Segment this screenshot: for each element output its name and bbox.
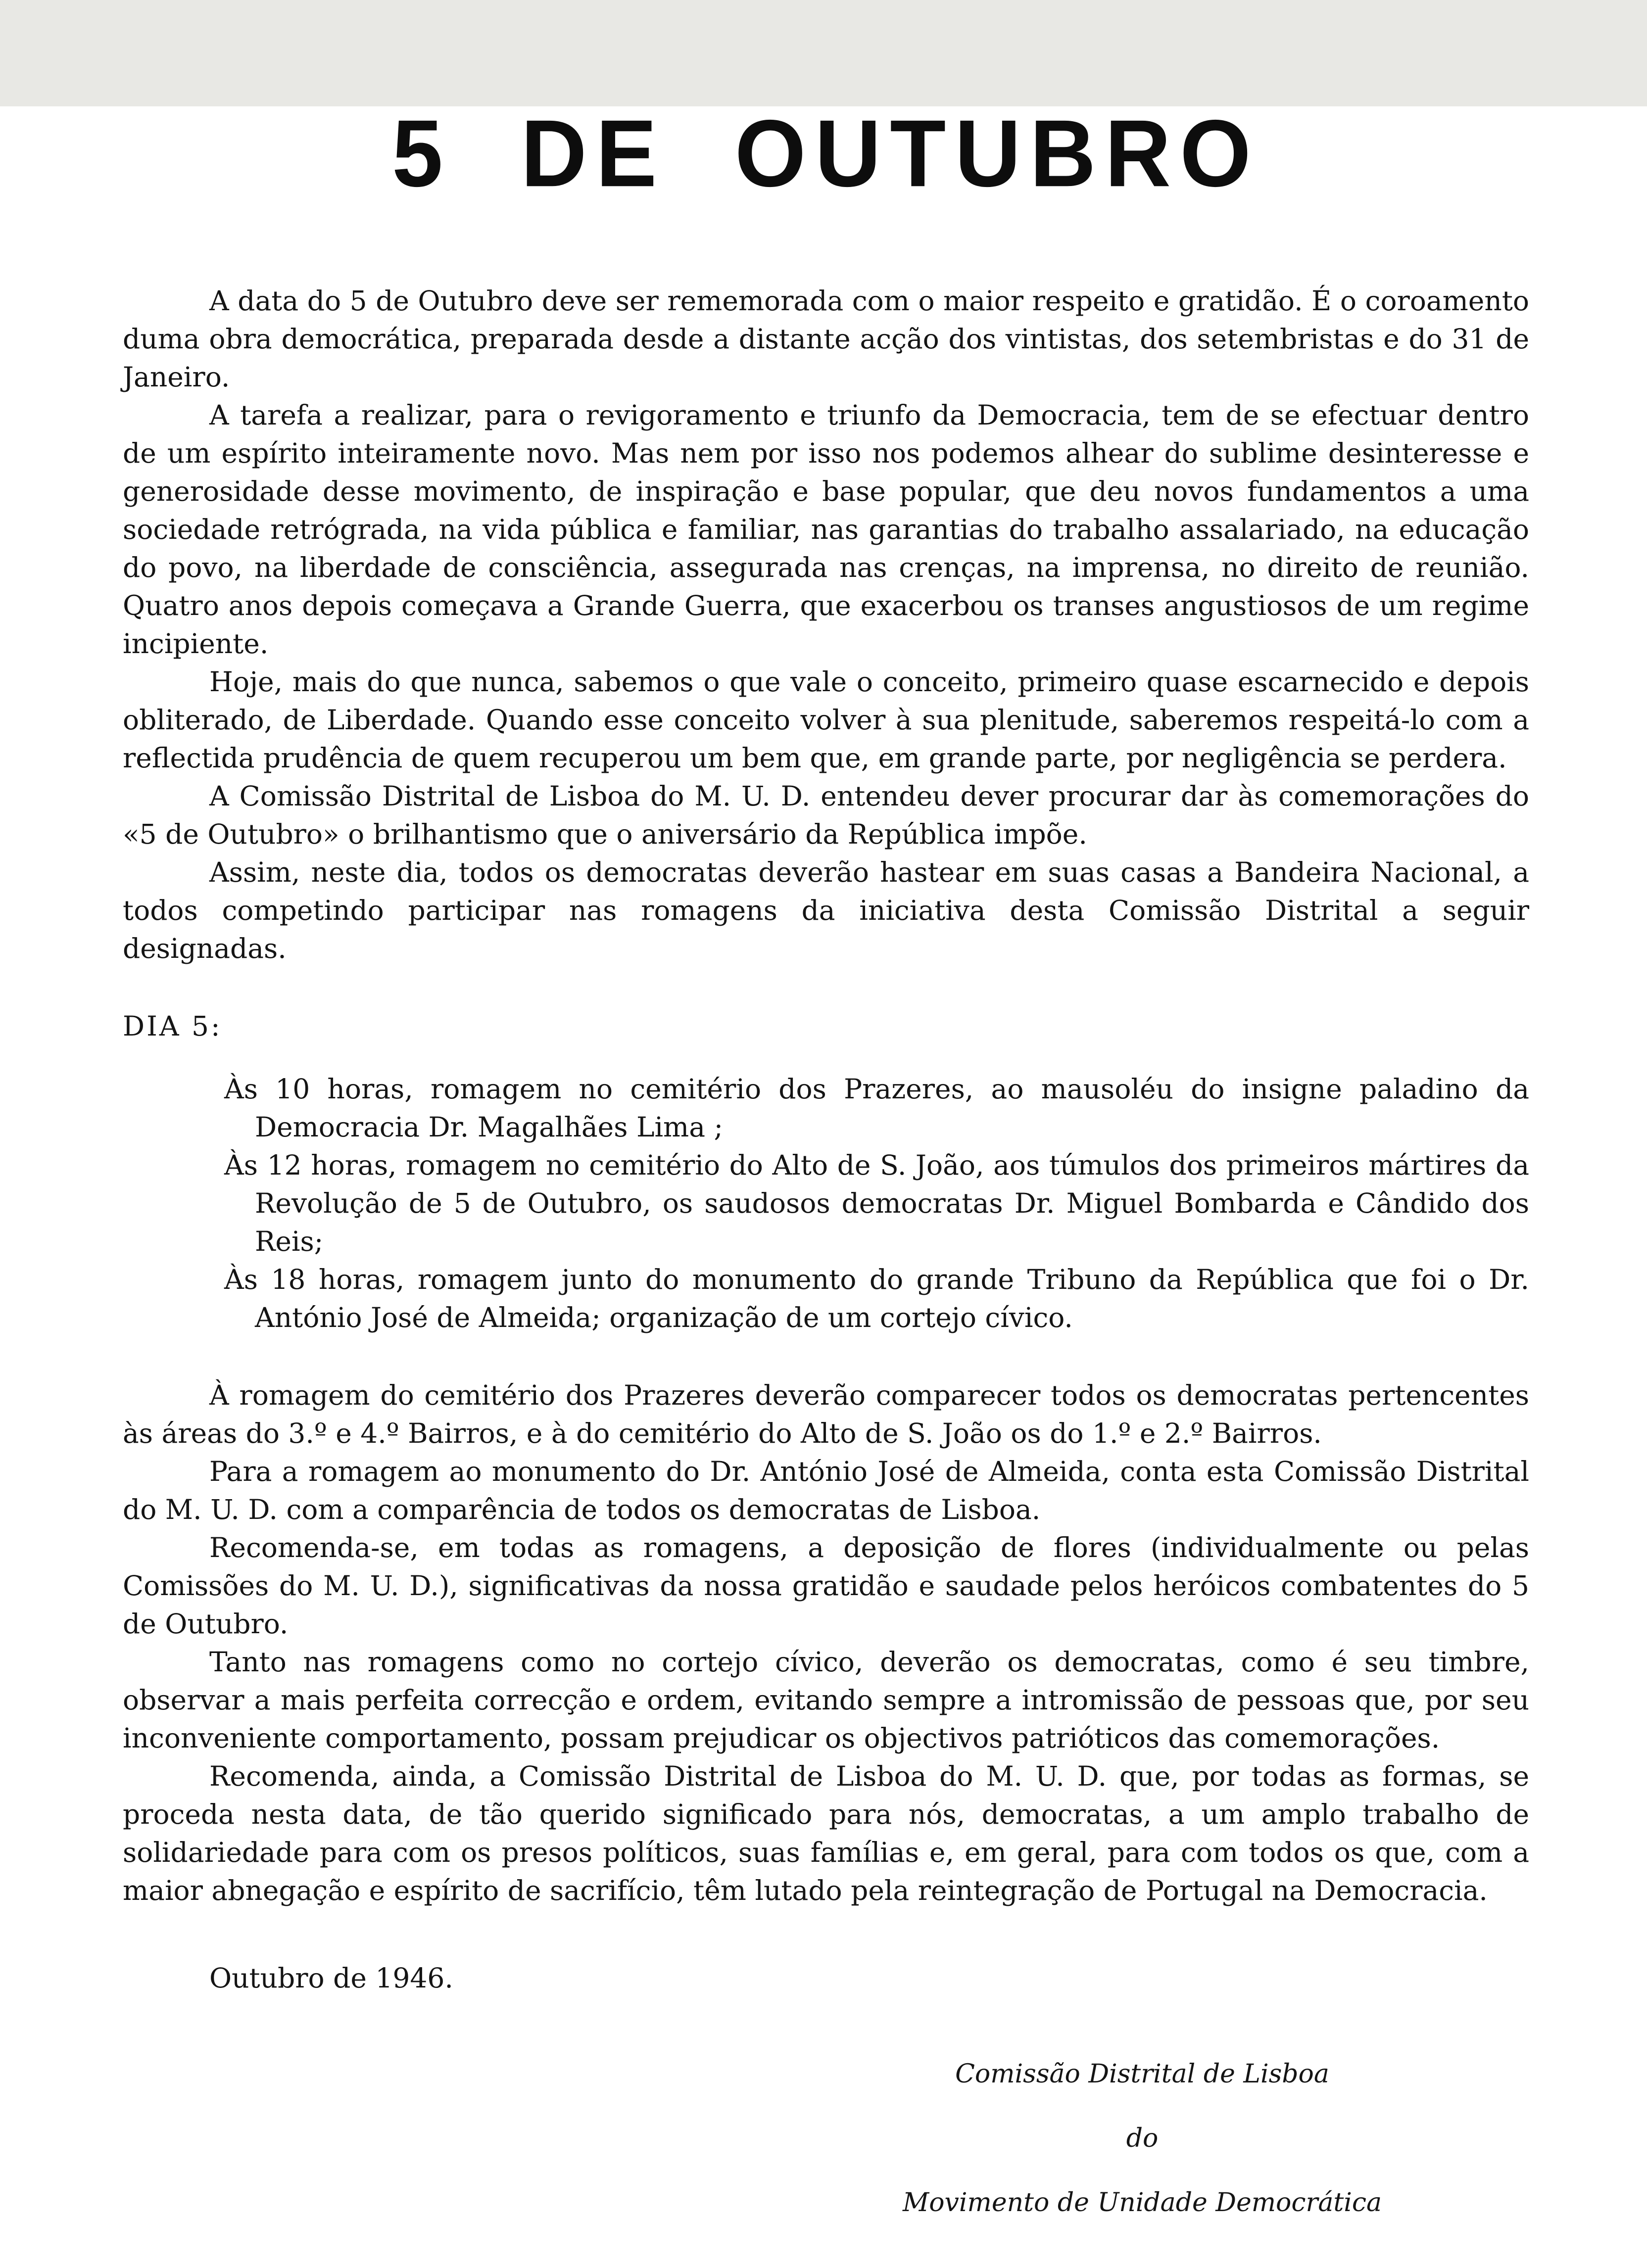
paragraph: Hoje, mais do que nunca, sabemos o que vale o conceito, primeiro quase escarnecido e depois obliterado, de Liberdade. Quando esse conceito volver à sua plenitude, saberemos respeitá-lo com a reflectida prudência de quem recuperou um bem que, em grande parte, por negligência se perdera. — [123, 666, 1529, 774]
signature-block — [860, 2042, 1424, 2235]
signature-movement: Movimento de Unidade Democrática — [903, 2188, 1382, 2218]
schedule-list — [224, 1070, 1529, 1337]
signature-connector: do — [1126, 2124, 1159, 2153]
paragraph: Para a romagem ao monumento do Dr. António José de Almeida, conta esta Comissão Distrital do M. U. D. com a comparência de todos os democratas de Lisboa. — [123, 1456, 1529, 1525]
paragraph: A tarefa a realizar, para o revigoramento e triunfo da Democracia, tem de se efectuar dentro de um espírito inteiramente novo. Mas nem por isso nos podemos alhear do sublime desinteresse e generosidade desse movimento, de inspiração e base popular, que deu novos fundamentos a uma sociedade retrógrada, na vida pública e familiar, nas garantias do trabalho assalariado, na educação do povo, na liberdade de consciência, assegurada nas crenças, na imprensa, no direito de reunião. Quatro anos depois começava a Grande Guerra, que exacerbou os transes angustiosos de um regime incipiente. — [123, 399, 1529, 660]
paragraph: À romagem do cemitério dos Prazeres deverão comparecer todos os democratas pertencentes às áreas do 3.º e 4.º Bairros, e à do cemitério do Alto de S. João os do 1.º e 2.º Bairros. — [123, 1379, 1529, 1449]
signature-commission: Comissão Distrital de Lisboa — [955, 2059, 1329, 2089]
schedule-item: Às 12 horas, romagem no cemitério do Alto de S. João, aos túmulos dos primeiros mártires da Revolução de 5 de Outubro, os saudosos democratas Dr. Miguel Bombarda e Cândido dos Reis; — [224, 1149, 1529, 1257]
document-title: 5 DE OUTUBRO — [392, 100, 1260, 207]
paragraph: A data do 5 de Outubro deve ser rememorada com o maior respeito e gratidão. É o coroamento duma obra democrática, preparada desde a distante acção dos vintistas, dos setembristas e do 31 de Janeiro. — [123, 285, 1529, 393]
paragraph: Tanto nas romagens como no cortejo cívico, deverão os democratas, como é seu timbre, observar a mais perfeita correcção e ordem, evitando sempre a intromissão de pessoas que, por seu inconveniente comportamento, possam prejudicar os objectivos patrióticos das comemorações. — [123, 1646, 1529, 1754]
schedule-item: Às 18 horas, romagem junto do monumento do grande Tribuno da República que foi o Dr. António José de Almeida; organização de um cortejo cívico. — [224, 1264, 1529, 1333]
document-page — [0, 100, 1647, 2268]
closing-paragraphs — [123, 1376, 1529, 1910]
paragraph: Assim, neste dia, todos os democratas deverão hastear em suas casas a Bandeira Nacional, a todos competindo participar nas romagens da iniciativa desta Comissão Distrital a seguir designadas. — [123, 856, 1529, 964]
date-line: Outubro de 1946. — [209, 1962, 453, 1994]
paragraph: Recomenda, ainda, a Comissão Distrital de Lisboa do M. U. D. que, por todas as formas, se proceda nesta data, de tão querido significado para nós, democratas, a um amplo trabalho de solidariedade para com os presos políticos, suas famílias e, em geral, para com todos os que, com a maior abnegação e espírito de sacrifício, têm lutado pela reintegração de Portugal na Democracia. — [123, 1760, 1529, 1906]
paragraph: Recomenda-se, em todas as romagens, a deposição de flores (individualmente ou pelas Comissões do M. U. D.), significativas da nossa gratidão e saudade pelos heróicos combatentes do 5 de Outubro. — [123, 1532, 1529, 1640]
section-heading-dia-5: DIA 5: — [123, 1010, 222, 1042]
schedule-item: Às 10 horas, romagem no cemitério dos Prazeres, ao mausoléu do insigne paladino da Democracia Dr. Magalhães Lima ; — [224, 1073, 1529, 1143]
intro-paragraphs — [123, 282, 1529, 968]
paragraph: A Comissão Distrital de Lisboa do M. U. D. entendeu dever procurar dar às comemorações do «5 de Outubro» o brilhantismo que o aniversário da República impõe. — [123, 780, 1529, 850]
